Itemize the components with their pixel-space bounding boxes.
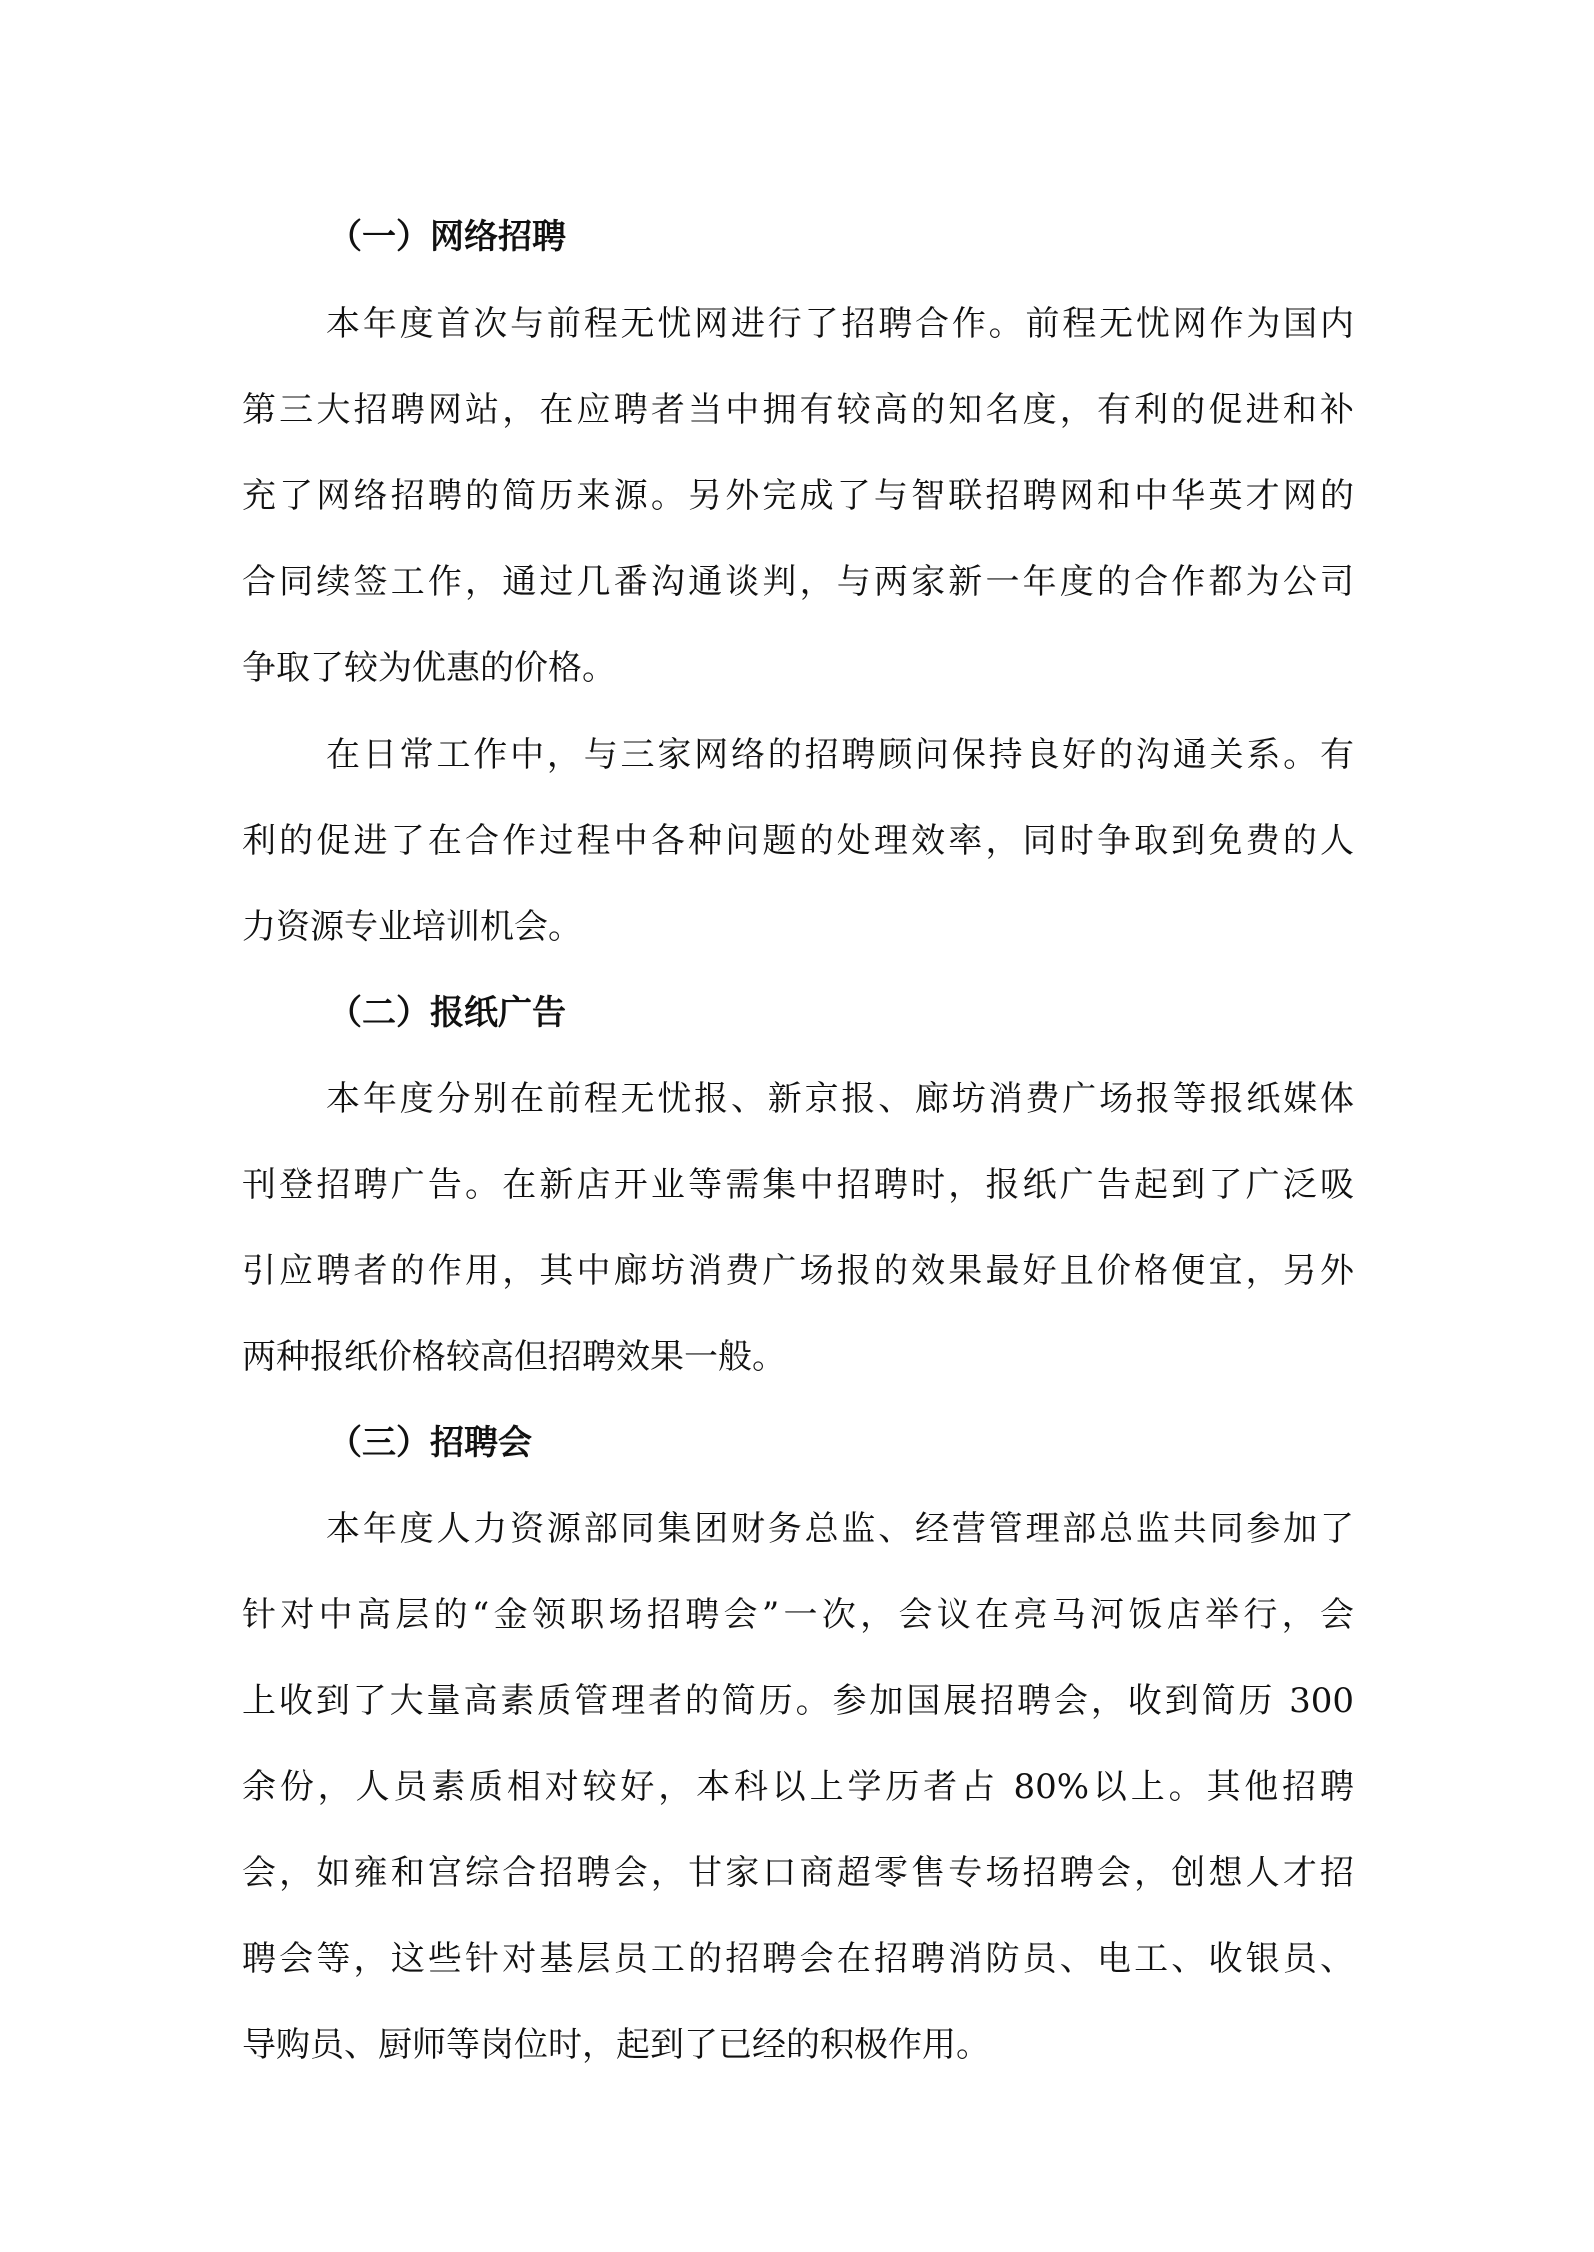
paragraph-line: 会，如雍和宫综合招聘会，甘家口商超零售专场招聘会，创想人才招 xyxy=(242,1853,1354,1893)
paragraph-line: 引应聘者的作用，其中廊坊消费广场报的效果最好且价格便宜，另外 xyxy=(242,1251,1354,1291)
paragraph-line: 本年度分别在前程无忧报、新京报、廊坊消费广场报等报纸媒体 xyxy=(326,1079,1354,1119)
paragraph-line: 本年度首次与前程无忧网进行了招聘合作。前程无忧网作为国内 xyxy=(326,304,1354,344)
paragraph-line: 聘会等，这些针对基层员工的招聘会在招聘消防员、电工、收银员、 xyxy=(242,1939,1354,1979)
paragraph-line: 在日常工作中，与三家网络的招聘顾问保持良好的沟通关系。有 xyxy=(326,735,1354,775)
paragraph-line: 余份，人员素质相对较好，本科以上学历者占 80%以上。其他招聘 xyxy=(242,1767,1354,1807)
paragraph-line: 争取了较为优惠的价格。 xyxy=(242,648,616,688)
paragraph-line: 上收到了大量高素质管理者的简历。参加国展招聘会，收到简历 300 xyxy=(242,1681,1354,1721)
paragraph-line: 利的促进了在合作过程中各种问题的处理效率，同时争取到免费的人 xyxy=(242,821,1354,861)
paragraph-line: 合同续签工作，通过几番沟通谈判，与两家新一年度的合作都为公司 xyxy=(242,562,1354,602)
paragraph-line: 充了网络招聘的简历来源。另外完成了与智联招聘网和中华英才网的 xyxy=(242,476,1354,516)
paragraph-line: 导购员、厨师等岗位时，起到了已经的积极作用。 xyxy=(242,2025,990,2065)
section-heading-newspaper-ads: （二）报纸广告 xyxy=(328,993,566,1033)
paragraph-line: 两种报纸价格较高但招聘效果一般。 xyxy=(242,1337,786,1377)
section-heading-job-fairs: （三）招聘会 xyxy=(328,1423,532,1463)
paragraph-line: 第三大招聘网站，在应聘者当中拥有较高的知名度，有利的促进和补 xyxy=(242,390,1354,430)
paragraph-line: 针对中高层的“金领职场招聘会”一次，会议在亮马河饭店举行，会 xyxy=(242,1595,1354,1635)
paragraph-line: 本年度人力资源部同集团财务总监、经营管理部总监共同参加了 xyxy=(326,1509,1354,1549)
paragraph-line: 刊登招聘广告。在新店开业等需集中招聘时，报纸广告起到了广泛吸 xyxy=(242,1165,1354,1205)
section-heading-online-recruiting: （一）网络招聘 xyxy=(328,217,566,257)
paragraph-line: 力资源专业培训机会。 xyxy=(242,907,582,947)
